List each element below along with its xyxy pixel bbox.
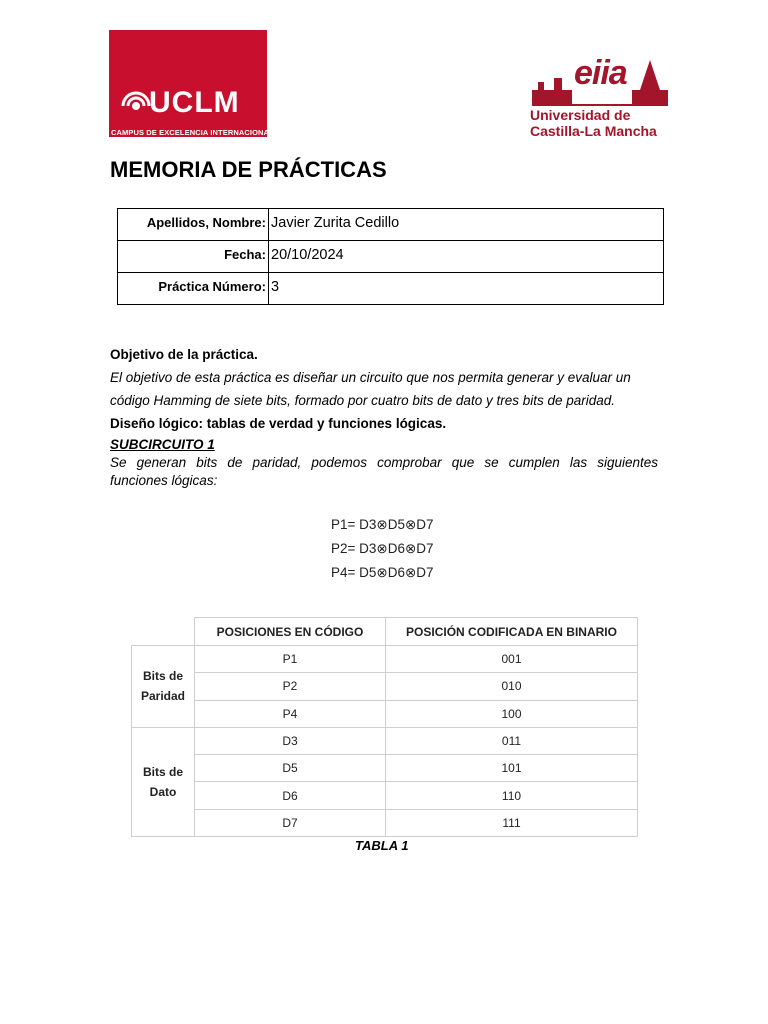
table-cell: 110 [386,782,638,809]
objective-line: El objetivo de esta práctica es diseñar un circuito que nos permita generar y evaluar un [110,370,631,385]
subcircuit-text-line: Se generan bits de paridad, podemos comprobar que se cumplen las siguientes [110,455,658,470]
table-row [132,727,638,754]
table-cell: D7 [195,809,386,836]
table-row [132,782,638,809]
table-cell: 001 [386,646,638,673]
column-header: POSICIONES EN CÓDIGO [195,618,386,646]
table-corner [132,618,195,646]
uclm-logo [109,30,274,137]
objective-heading: Objetivo de la práctica. [110,347,258,362]
info-label: Apellidos, Nombre: [118,209,269,241]
table-cell: 100 [386,700,638,727]
info-value: Javier Zurita Cedillo [269,209,664,241]
table-cell: D5 [195,755,386,782]
group-label-data: Bits de Dato [132,727,195,836]
uclm-logo-tagline: CAMPUS DE EXCELENCIA INTERNACIONAL [111,128,274,137]
university-name-line1: Universidad de [530,107,631,123]
group-label-parity: Bits de Paridad [132,646,195,728]
info-value: 20/10/2024 [269,241,664,273]
info-row [118,209,664,241]
subcircuit-title: SUBCIRCUITO 1 [110,437,215,452]
table-cell: P1 [195,646,386,673]
table-cell: D3 [195,727,386,754]
table-cell: D6 [195,782,386,809]
student-info-table [117,208,664,305]
table-row [132,809,638,836]
logic-function: P4= D5⊗D6⊗D7 [331,565,434,580]
table-cell: P4 [195,700,386,727]
table-cell: 010 [386,673,638,700]
table-cell: P2 [195,673,386,700]
table-cell: 011 [386,727,638,754]
subcircuit-text-line: funciones lógicas: [110,473,218,488]
hamming-table [131,617,638,837]
table-row [132,700,638,727]
info-value: 3 [269,273,664,305]
school-brand: eiia [574,54,627,92]
hamming-table-figure [114,606,659,838]
logic-function: P2= D3⊗D6⊗D7 [331,541,434,556]
info-row [118,241,664,273]
info-label: Fecha: [118,241,269,273]
university-name-line2: Castilla-La Mancha [530,123,657,139]
table-row [132,755,638,782]
info-row [118,273,664,305]
table-header-row [132,618,638,646]
table-caption: TABLA 1 [355,838,409,853]
logic-function: P1= D3⊗D5⊗D7 [331,517,434,532]
table-row [132,673,638,700]
document-title: MEMORIA DE PRÁCTICAS [110,157,387,182]
uclm-university-logo [528,54,676,140]
column-header: POSICIÓN CODIFICADA EN BINARIO [386,618,638,646]
uclm-logo-name: UCLM [149,86,240,119]
logic-functions [331,513,434,585]
objective-line: código Hamming de siete bits, formado por cuatro bits de dato y tres bits de paridad. [110,393,616,408]
design-heading: Diseño lógico: tablas de verdad y funciones lógicas. [110,416,447,431]
table-cell: 101 [386,755,638,782]
table-cell: 111 [386,809,638,836]
info-label: Práctica Número: [118,273,269,305]
table-row [132,646,638,673]
